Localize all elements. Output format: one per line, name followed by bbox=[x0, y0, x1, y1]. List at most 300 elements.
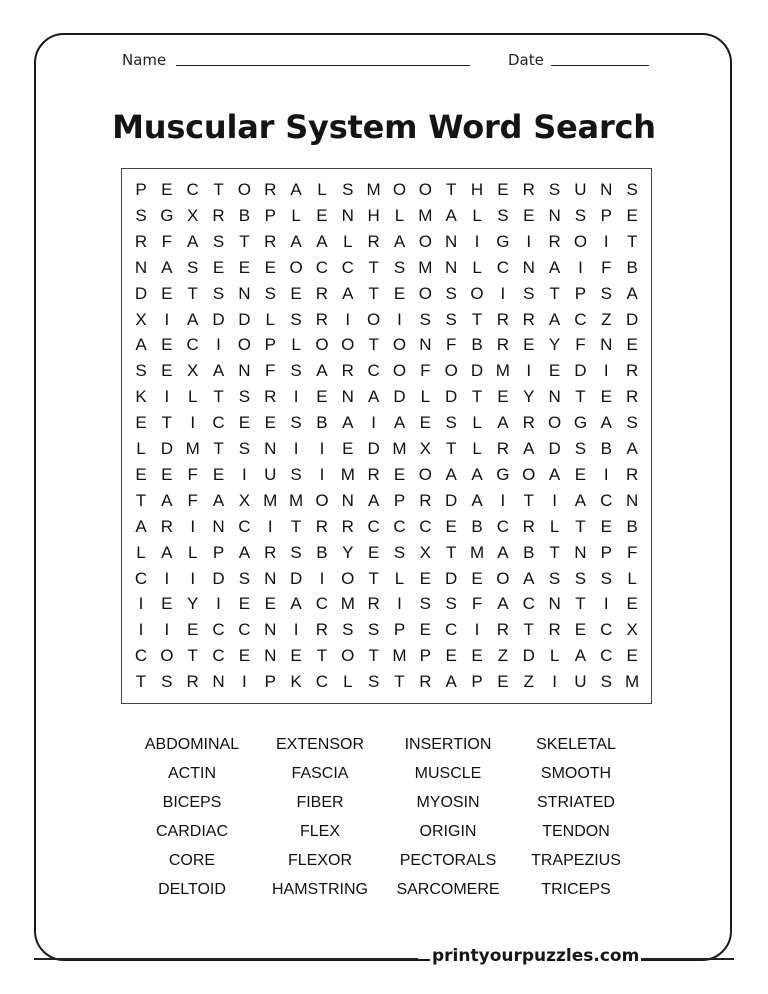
word-list-item: FIBER bbox=[296, 794, 344, 811]
grid-letter: O bbox=[237, 335, 251, 355]
grid-letter: A bbox=[367, 387, 380, 407]
grid-letter: I bbox=[474, 231, 480, 251]
grid-letter: I bbox=[164, 387, 170, 407]
grid-letter: I bbox=[345, 309, 351, 329]
grid-letter: T bbox=[471, 387, 483, 407]
grid-letter: I bbox=[474, 620, 480, 640]
grid-letter: A bbox=[523, 439, 535, 458]
grid-letter: R bbox=[341, 516, 354, 536]
grid-letter: G bbox=[160, 205, 174, 225]
grid-letter: D bbox=[626, 309, 639, 329]
grid-letter: D bbox=[212, 568, 225, 588]
grid-letter: E bbox=[161, 180, 173, 199]
grid-letter: I bbox=[190, 568, 196, 588]
grid-letter: A bbox=[135, 335, 147, 355]
grid-letter: L bbox=[187, 387, 198, 407]
grid-letter: T bbox=[445, 439, 457, 458]
grid-letter: N bbox=[600, 335, 613, 355]
grid-letter: F bbox=[187, 464, 198, 484]
grid-letter: E bbox=[600, 387, 612, 407]
grid-letter: N bbox=[548, 387, 561, 407]
grid-letter: R bbox=[264, 180, 277, 199]
grid-letter: N bbox=[264, 620, 277, 640]
word-list-item: FLEX bbox=[299, 823, 340, 840]
grid-letter: N bbox=[212, 516, 225, 536]
grid-letter: N bbox=[548, 594, 561, 614]
grid-letter: N bbox=[264, 646, 277, 666]
grid-letter: E bbox=[626, 205, 638, 225]
grid-letter: R bbox=[315, 309, 329, 329]
grid-letter: M bbox=[392, 646, 407, 666]
grid-letter: C bbox=[574, 309, 587, 329]
grid-letter: R bbox=[522, 309, 535, 329]
grid-letter: A bbox=[161, 257, 173, 277]
footer-divider-right bbox=[634, 958, 734, 960]
grid-letter: N bbox=[264, 568, 277, 588]
grid-letter: E bbox=[238, 257, 251, 277]
grid-letter: O bbox=[470, 283, 484, 303]
grid-letter: L bbox=[549, 646, 560, 666]
grid-letter: E bbox=[600, 516, 612, 536]
grid-letter: P bbox=[600, 205, 612, 225]
grid-row bbox=[122, 410, 651, 436]
word-list-item: ORIGIN bbox=[419, 823, 477, 840]
grid-letter: A bbox=[316, 231, 328, 251]
grid-letter: S bbox=[574, 439, 587, 458]
grid-letter: P bbox=[135, 180, 147, 199]
grid-letter: A bbox=[626, 439, 638, 458]
grid-letter: S bbox=[367, 672, 380, 692]
grid-letter: R bbox=[496, 335, 510, 355]
word-list-item: SMOOTH bbox=[540, 765, 612, 782]
grid-letter: B bbox=[316, 413, 328, 433]
grid-letter: N bbox=[341, 387, 354, 407]
grid-letter: U bbox=[574, 672, 587, 692]
grid-letter: L bbox=[136, 542, 146, 562]
grid-letter: L bbox=[394, 205, 405, 225]
grid-letter: D bbox=[134, 283, 148, 303]
grid-letter: T bbox=[135, 672, 147, 692]
grid-letter: E bbox=[238, 646, 251, 666]
grid-letter: E bbox=[238, 413, 251, 433]
grid-letter: C bbox=[186, 335, 199, 355]
letter-grid bbox=[121, 168, 652, 704]
grid-letter: I bbox=[552, 672, 557, 692]
grid-letter: N bbox=[626, 490, 639, 510]
grid-letter: B bbox=[626, 257, 638, 277]
grid-letter: M bbox=[340, 594, 355, 614]
grid-letter: E bbox=[419, 620, 432, 640]
word-list-item: PECTORALS bbox=[399, 852, 497, 869]
grid-letter: C bbox=[445, 620, 458, 640]
grid-letter: R bbox=[548, 231, 561, 251]
grid-letter: C bbox=[315, 594, 329, 614]
grid-letter: R bbox=[419, 490, 432, 510]
word-list-item: FLEXOR bbox=[287, 852, 352, 869]
grid-letter: E bbox=[393, 464, 406, 484]
grid-letter: A bbox=[290, 231, 302, 251]
word-list-item: SKELETAL bbox=[536, 736, 616, 753]
grid-letter: S bbox=[135, 205, 147, 225]
grid-letter: S bbox=[238, 387, 251, 407]
grid-letter: A bbox=[445, 205, 457, 225]
grid-letter: E bbox=[264, 257, 276, 277]
grid-row bbox=[122, 669, 651, 695]
grid-letter: Y bbox=[187, 594, 199, 614]
grid-letter: R bbox=[419, 672, 432, 692]
grid-letter: L bbox=[343, 672, 353, 692]
grid-letter: T bbox=[368, 335, 379, 355]
grid-letter: P bbox=[212, 542, 225, 562]
grid-letter: L bbox=[420, 387, 431, 407]
grid-letter: E bbox=[161, 594, 173, 614]
grid-letter: X bbox=[626, 620, 638, 640]
grid-letter: A bbox=[600, 413, 612, 433]
date-label: Date bbox=[508, 51, 544, 69]
word-list-item: EXTENSOR bbox=[275, 736, 364, 753]
grid-letter: T bbox=[626, 231, 638, 251]
word-list-item: CORE bbox=[168, 852, 216, 869]
grid-letter: A bbox=[393, 231, 406, 251]
grid-letter: L bbox=[472, 413, 482, 433]
grid-letter: I bbox=[190, 516, 196, 536]
grid-letter: T bbox=[575, 387, 586, 407]
grid-letter: L bbox=[265, 309, 275, 329]
grid-letter: C bbox=[134, 568, 148, 588]
grid-letter: C bbox=[134, 646, 148, 666]
grid-row bbox=[122, 591, 651, 617]
word-list bbox=[128, 734, 640, 914]
grid-letter: E bbox=[497, 387, 509, 407]
grid-letter: D bbox=[445, 490, 458, 510]
grid-letter: C bbox=[367, 361, 380, 381]
grid-letter: Z bbox=[497, 646, 509, 666]
grid-letter: E bbox=[523, 205, 535, 225]
grid-letter: T bbox=[523, 620, 534, 640]
grid-letter: S bbox=[600, 672, 612, 692]
grid-letter: A bbox=[574, 490, 587, 510]
grid-letter: S bbox=[187, 257, 199, 277]
grid-letter: Z bbox=[601, 309, 612, 329]
grid-letter: T bbox=[135, 490, 147, 510]
grid-letter: M bbox=[392, 439, 407, 458]
grid-letter: S bbox=[212, 231, 225, 251]
grid-letter: M bbox=[366, 180, 381, 199]
grid-letter: R bbox=[367, 594, 380, 614]
grid-letter: I bbox=[603, 464, 609, 484]
grid-letter: D bbox=[574, 361, 587, 381]
grid-letter: I bbox=[552, 490, 557, 510]
grid-letter: O bbox=[367, 309, 381, 329]
grid-letter: A bbox=[212, 490, 225, 510]
grid-letter: N bbox=[341, 205, 354, 225]
grid-letter: U bbox=[574, 180, 587, 199]
grid-letter: E bbox=[135, 413, 147, 433]
grid-letter: P bbox=[264, 205, 276, 225]
grid-letter: E bbox=[135, 464, 147, 484]
grid-letter: N bbox=[445, 231, 458, 251]
grid-letter: C bbox=[315, 672, 329, 692]
grid-letter: O bbox=[341, 335, 355, 355]
word-list-item: INSERTION bbox=[404, 736, 492, 753]
grid-letter: F bbox=[161, 231, 173, 251]
grid-row bbox=[122, 281, 651, 307]
grid-letter: S bbox=[264, 283, 276, 303]
page-title: Muscular System Word Search bbox=[112, 108, 656, 146]
grid-letter: S bbox=[393, 542, 406, 562]
grid-letter: S bbox=[393, 257, 406, 277]
grid-letter: K bbox=[135, 387, 147, 407]
grid-letter: L bbox=[549, 516, 560, 536]
grid-letter: R bbox=[264, 231, 277, 251]
grid-letter: I bbox=[371, 413, 376, 433]
grid-letter: M bbox=[185, 439, 200, 458]
grid-letter: E bbox=[523, 335, 535, 355]
grid-letter: S bbox=[212, 283, 225, 303]
grid-letter: E bbox=[238, 594, 251, 614]
grid-letter: E bbox=[212, 464, 225, 484]
grid-letter: I bbox=[319, 464, 325, 484]
date-input-line[interactable] bbox=[551, 65, 649, 66]
grid-letter: E bbox=[161, 464, 173, 484]
grid-letter: R bbox=[496, 620, 510, 640]
grid-letter: L bbox=[136, 439, 146, 458]
grid-letter: K bbox=[290, 672, 302, 692]
grid-letter: Z bbox=[523, 672, 534, 692]
grid-letter: M bbox=[263, 490, 278, 510]
grid-letter: B bbox=[238, 205, 251, 225]
word-list-item: FASCIA bbox=[291, 765, 349, 782]
grid-letter: S bbox=[548, 568, 561, 588]
grid-row bbox=[122, 384, 651, 410]
grid-letter: C bbox=[212, 413, 225, 433]
grid-letter: M bbox=[625, 672, 640, 692]
grid-letter: R bbox=[186, 672, 199, 692]
grid-letter: F bbox=[420, 361, 431, 381]
grid-letter: X bbox=[187, 361, 199, 381]
word-list-item: ABDOMINAL bbox=[144, 736, 240, 753]
grid-letter: I bbox=[216, 335, 221, 355]
grid-letter: A bbox=[574, 646, 587, 666]
grid-letter: S bbox=[135, 361, 147, 381]
grid-letter: E bbox=[626, 594, 638, 614]
grid-letter: I bbox=[164, 620, 170, 640]
grid-letter: O bbox=[573, 231, 588, 251]
grid-letter: E bbox=[626, 646, 638, 666]
grid-letter: O bbox=[160, 646, 174, 666]
grid-letter: X bbox=[238, 490, 251, 510]
grid-letter: S bbox=[523, 283, 535, 303]
grid-letter: P bbox=[393, 490, 406, 510]
grid-letter: A bbox=[367, 490, 380, 510]
grid-letter: A bbox=[238, 542, 251, 562]
grid-letter: I bbox=[397, 309, 402, 329]
grid-letter: E bbox=[419, 568, 432, 588]
grid-letter: E bbox=[161, 335, 173, 355]
grid-letter: I bbox=[526, 231, 532, 251]
grid-letter: F bbox=[445, 335, 457, 355]
grid-letter: B bbox=[471, 516, 483, 536]
grid-letter: R bbox=[626, 361, 639, 381]
grid-row bbox=[122, 514, 651, 540]
grid-letter: I bbox=[190, 413, 196, 433]
grid-letter: T bbox=[575, 594, 586, 614]
grid-letter: S bbox=[574, 568, 587, 588]
grid-letter: E bbox=[316, 205, 328, 225]
grid-letter: E bbox=[161, 361, 173, 381]
grid-letter: R bbox=[367, 231, 380, 251]
grid-letter: S bbox=[238, 439, 251, 458]
grid-letter: M bbox=[340, 464, 355, 484]
grid-letter: S bbox=[600, 568, 612, 588]
grid-letter: S bbox=[445, 594, 457, 614]
grid-letter: L bbox=[472, 205, 482, 225]
grid-letter: T bbox=[213, 439, 224, 458]
word-list-item: HAMSTRING bbox=[272, 881, 368, 898]
grid-letter: N bbox=[600, 180, 613, 199]
grid-letter: C bbox=[600, 620, 613, 640]
grid-letter: H bbox=[367, 205, 380, 225]
word-list-item: DELTOID bbox=[158, 881, 226, 898]
grid-letter: T bbox=[213, 387, 224, 407]
footer-divider-left bbox=[34, 958, 418, 960]
grid-letter: I bbox=[293, 387, 299, 407]
grid-letter: D bbox=[470, 361, 484, 381]
grid-letter: B bbox=[600, 439, 612, 458]
grid-letter: C bbox=[496, 257, 510, 277]
grid-letter: O bbox=[418, 231, 432, 251]
grid-letter: S bbox=[419, 594, 432, 614]
grid-letter: A bbox=[187, 231, 199, 251]
grid-letter: S bbox=[600, 283, 612, 303]
grid-row bbox=[122, 436, 651, 462]
grid-letter: E bbox=[419, 413, 432, 433]
grid-letter: L bbox=[394, 568, 405, 588]
grid-letter: O bbox=[315, 490, 329, 510]
grid-letter: A bbox=[548, 309, 561, 329]
grid-letter: P bbox=[574, 283, 587, 303]
grid-letter: N bbox=[574, 542, 587, 562]
grid-row bbox=[122, 255, 651, 281]
grid-letter: D bbox=[445, 387, 458, 407]
name-input-line[interactable] bbox=[176, 65, 470, 66]
grid-letter: C bbox=[419, 516, 432, 536]
grid-letter: S bbox=[238, 568, 251, 588]
grid-letter: R bbox=[522, 516, 535, 536]
grid-letter: A bbox=[187, 309, 199, 329]
grid-letter: R bbox=[212, 205, 225, 225]
grid-letter: B bbox=[523, 542, 535, 562]
grid-letter: Y bbox=[548, 335, 561, 355]
grid-letter: S bbox=[367, 620, 380, 640]
grid-letter: F bbox=[265, 361, 276, 381]
grid-letter: M bbox=[418, 257, 433, 277]
grid-letter: Y bbox=[523, 387, 535, 407]
grid-letter: I bbox=[138, 594, 144, 614]
grid-letter: A bbox=[548, 257, 561, 277]
grid-letter: A bbox=[342, 413, 354, 433]
word-list-item: BICEPS bbox=[162, 794, 222, 811]
grid-letter: T bbox=[549, 283, 560, 303]
grid-letter: R bbox=[341, 361, 354, 381]
word-list-item: SARCOMERE bbox=[396, 881, 500, 898]
grid-letter: A bbox=[471, 464, 483, 484]
grid-letter: L bbox=[472, 257, 482, 277]
grid-letter: F bbox=[626, 542, 638, 562]
grid-letter: L bbox=[187, 542, 198, 562]
grid-letter: O bbox=[418, 283, 432, 303]
grid-letter: I bbox=[397, 594, 402, 614]
grid-letter: A bbox=[497, 542, 509, 562]
grid-letter: O bbox=[341, 646, 355, 666]
grid-letter: M bbox=[469, 542, 485, 562]
grid-letter: A bbox=[548, 464, 561, 484]
grid-letter: E bbox=[574, 620, 587, 640]
grid-letter: N bbox=[548, 205, 561, 225]
grid-letter: R bbox=[496, 309, 510, 329]
grid-letter: I bbox=[164, 309, 170, 329]
grid-letter: S bbox=[342, 620, 354, 640]
grid-letter: L bbox=[343, 231, 353, 251]
grid-letter: C bbox=[238, 516, 251, 536]
grid-letter: I bbox=[500, 490, 506, 510]
grid-row bbox=[122, 332, 651, 358]
grid-letter: I bbox=[293, 620, 299, 640]
grid-row bbox=[122, 177, 651, 203]
grid-letter: C bbox=[393, 516, 406, 536]
grid-letter: M bbox=[418, 205, 433, 225]
grid-letter: O bbox=[418, 180, 432, 199]
grid-letter: S bbox=[445, 309, 457, 329]
grid-letter: T bbox=[187, 283, 198, 303]
grid-letter: R bbox=[367, 464, 380, 484]
word-list-item: STRIATED bbox=[537, 794, 615, 811]
grid-letter: T bbox=[316, 646, 328, 666]
grid-letter: P bbox=[393, 620, 406, 640]
grid-letter: A bbox=[497, 413, 509, 433]
grid-letter: P bbox=[471, 672, 483, 692]
grid-letter: A bbox=[626, 283, 638, 303]
grid-letter: E bbox=[445, 516, 457, 536]
grid-letter: D bbox=[548, 439, 561, 458]
grid-letter: T bbox=[445, 542, 457, 562]
grid-letter: A bbox=[393, 413, 406, 433]
grid-letter: B bbox=[626, 516, 638, 536]
grid-letter: O bbox=[392, 180, 407, 199]
grid-letter: S bbox=[419, 309, 432, 329]
grid-letter: D bbox=[445, 568, 458, 588]
grid-letter: D bbox=[289, 568, 303, 588]
word-list-item: TRAPEZIUS bbox=[531, 852, 621, 869]
grid-letter: E bbox=[574, 464, 587, 484]
grid-letter: E bbox=[290, 646, 302, 666]
grid-letter: C bbox=[212, 646, 225, 666]
grid-letter: C bbox=[341, 257, 354, 277]
grid-row bbox=[122, 566, 651, 592]
grid-letter: M bbox=[495, 361, 510, 381]
grid-letter: E bbox=[212, 257, 225, 277]
grid-letter: I bbox=[164, 568, 170, 588]
grid-letter: T bbox=[368, 568, 379, 588]
grid-letter: L bbox=[472, 439, 482, 458]
grid-letter: E bbox=[393, 283, 406, 303]
grid-letter: R bbox=[315, 620, 329, 640]
grid-letter: E bbox=[161, 283, 173, 303]
grid-letter: D bbox=[212, 309, 225, 329]
grid-letter: L bbox=[627, 568, 637, 588]
grid-letter: N bbox=[264, 439, 277, 458]
grid-letter: S bbox=[290, 309, 302, 329]
